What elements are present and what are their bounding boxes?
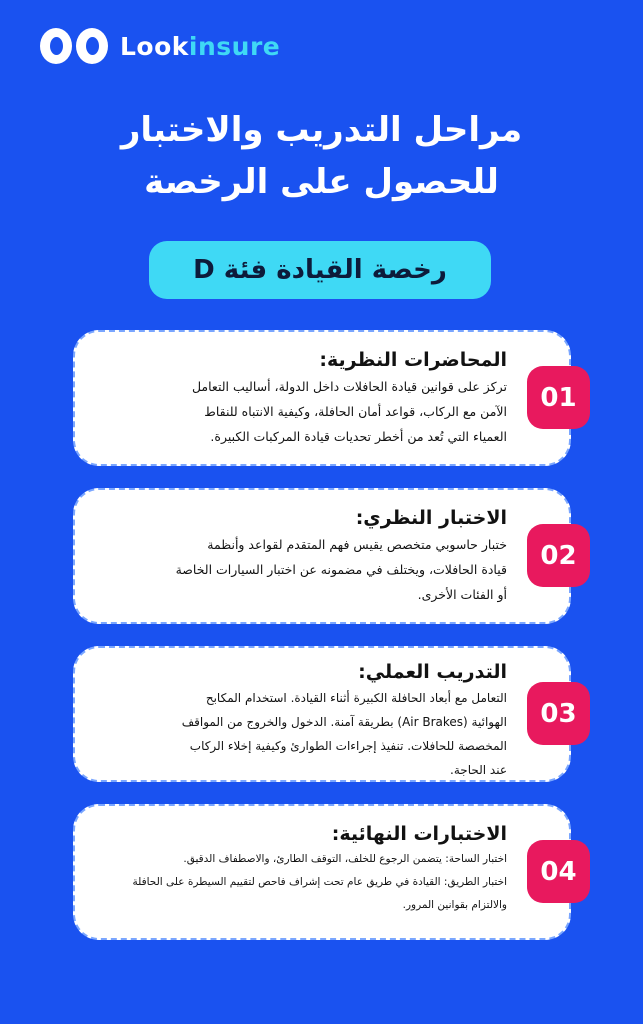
step-card-4: [73, 804, 571, 940]
step-description-line: التعامل مع أبعاد الحافلة الكبيرة أثناء القيادة. استخدام المكابح: [205, 691, 507, 705]
step-number-badge: 01: [527, 366, 590, 429]
step-description-line: المخصصة للحافلات. تنفيذ إجراءات الطوارئ وكيفية إخلاء الركاب: [189, 739, 507, 753]
step-description-line: الآمن مع الركاب، قواعد أمان الحافلة، وكيفية الانتباه للنقاط: [204, 404, 507, 419]
title-line-2: للحصول على الرخصة: [144, 162, 499, 202]
step-card-3: [73, 646, 571, 782]
step-description: [95, 532, 507, 607]
step-number-badge: 02: [527, 524, 590, 587]
step-number-badge: 03: [527, 682, 590, 745]
step-description-line: عند الحاجة.: [450, 763, 507, 777]
step-description-line: اختبار الساحة: يتضمن الرجوع للخلف، التوقف الطارئ، والاصطفاف الدقيق.: [183, 853, 507, 865]
step-description-line: اختبار الطريق: القيادة في طريق عام تحت إشراف فاحص لتقييم السيطرة على الحافلة: [132, 876, 507, 888]
brand-name-part1: Look: [120, 31, 189, 61]
step-title: الاختبارات النهائية:: [331, 823, 507, 845]
brand-name-part2: insure: [188, 31, 281, 61]
step-description-line: قيادة الحافلات، ويختلف في مضمونه عن اختبار السيارات الخاصة: [175, 562, 507, 577]
step-description-line: العمياء التي تُعد من أخطر تحديات قيادة المركبات الكبيرة.: [210, 429, 507, 444]
logo-eyes-icon: [40, 28, 108, 64]
brand-logo: [40, 28, 280, 64]
step-card-2: [73, 488, 571, 624]
step-description-line: أو الفئات الأخرى.: [417, 587, 507, 602]
step-description: [95, 848, 507, 917]
license-category-badge: رخصة القيادة فئة D: [149, 241, 491, 299]
step-card-1: [73, 330, 571, 466]
title-line-1: مراحل التدريب والاختبار: [120, 110, 523, 150]
step-number-badge: 04: [527, 840, 590, 903]
step-title: الاختبار النظري:: [355, 507, 507, 529]
step-description-line: تركز على قوانين قيادة الحافلات داخل الدولة، أساليب التعامل: [191, 379, 507, 394]
step-description: [95, 686, 507, 782]
step-description: [95, 374, 507, 449]
step-description-line: ختبار حاسوبي متخصص يقيس فهم المتقدم لقواعد وأنظمة: [207, 537, 507, 552]
step-title: التدريب العملي:: [358, 661, 507, 683]
step-title: المحاضرات النظرية:: [319, 349, 507, 371]
step-description-line: الهوائية (Air Brakes) بطريقة آمنة. الدخول والخروج من المواقف: [181, 715, 507, 729]
page-title: [0, 104, 643, 208]
brand-name: [120, 32, 280, 61]
step-description-line: والالتزام بقوانين المرور.: [402, 899, 507, 911]
